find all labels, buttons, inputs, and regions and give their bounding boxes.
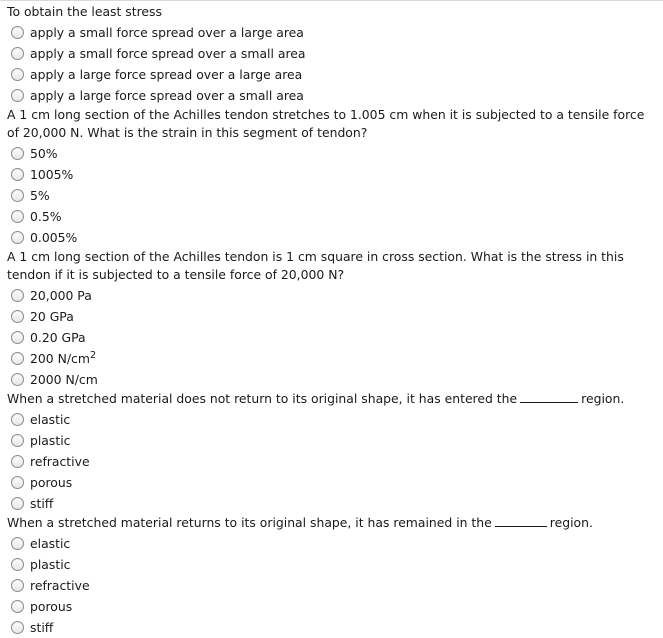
option-radio[interactable] bbox=[7, 596, 659, 617]
radio-icon[interactable] bbox=[11, 289, 24, 302]
radio-icon[interactable] bbox=[11, 352, 24, 365]
option-label: plastic bbox=[30, 557, 71, 572]
option-radio[interactable] bbox=[7, 285, 659, 306]
option-label: 2000 N/cm bbox=[30, 372, 98, 387]
radio-icon[interactable] bbox=[11, 413, 24, 426]
option-label: apply a large force spread over a large area bbox=[30, 67, 303, 82]
radio-icon[interactable] bbox=[11, 147, 24, 160]
radio-icon[interactable] bbox=[11, 579, 24, 592]
option-radio[interactable] bbox=[7, 369, 659, 390]
question-3-options bbox=[7, 285, 659, 390]
option-radio[interactable] bbox=[7, 327, 659, 348]
radio-icon[interactable] bbox=[11, 373, 24, 386]
radio-icon[interactable] bbox=[11, 89, 24, 102]
option-radio[interactable] bbox=[7, 185, 659, 206]
radio-icon[interactable] bbox=[11, 476, 24, 489]
question-4 bbox=[7, 390, 659, 514]
option-radio[interactable] bbox=[7, 306, 659, 327]
option-label: apply a small force spread over a large area bbox=[30, 25, 304, 40]
option-label: refractive bbox=[30, 454, 90, 469]
option-label: 1005% bbox=[30, 167, 74, 182]
radio-icon[interactable] bbox=[11, 168, 24, 181]
option-label: apply a small force spread over a small area bbox=[30, 46, 306, 61]
question-5-text bbox=[7, 514, 659, 532]
option-label: 50% bbox=[30, 146, 58, 161]
question-2 bbox=[7, 106, 659, 248]
option-radio[interactable] bbox=[7, 227, 659, 248]
question-4-options bbox=[7, 409, 659, 514]
question-5-options bbox=[7, 533, 659, 638]
radio-icon[interactable] bbox=[11, 621, 24, 634]
radio-icon[interactable] bbox=[11, 231, 24, 244]
question-5-text-before: When a stretched material returns to its original shape, it has remained in the bbox=[7, 515, 492, 530]
option-label: 5% bbox=[30, 188, 50, 203]
option-radio[interactable] bbox=[7, 43, 659, 64]
option-label-text: 200 N/cm bbox=[30, 351, 90, 366]
option-radio[interactable] bbox=[7, 451, 659, 472]
option-radio[interactable] bbox=[7, 617, 659, 638]
radio-icon[interactable] bbox=[11, 497, 24, 510]
option-label: 0.20 GPa bbox=[30, 330, 86, 345]
option-radio[interactable] bbox=[7, 430, 659, 451]
radio-icon[interactable] bbox=[11, 68, 24, 81]
option-label: 20,000 Pa bbox=[30, 288, 92, 303]
option-label: elastic bbox=[30, 412, 71, 427]
question-5-text-after: region. bbox=[549, 515, 593, 530]
option-radio[interactable] bbox=[7, 64, 659, 85]
option-radio[interactable] bbox=[7, 409, 659, 430]
question-1 bbox=[7, 3, 659, 106]
option-label: stiff bbox=[30, 620, 54, 635]
option-radio[interactable] bbox=[7, 143, 659, 164]
option-label: plastic bbox=[30, 433, 71, 448]
option-label: refractive bbox=[30, 578, 90, 593]
question-3-text: A 1 cm long section of the Achilles tendon is 1 cm square in cross section. What is the stress in this tendon if it is subjected to a tensile force of 20,000 N? bbox=[7, 249, 624, 282]
question-1-text: To obtain the least stress bbox=[7, 4, 162, 19]
fill-in-blank bbox=[495, 516, 547, 527]
question-1-options bbox=[7, 22, 659, 106]
option-label: stiff bbox=[30, 496, 54, 511]
option-radio[interactable] bbox=[7, 85, 659, 106]
radio-icon[interactable] bbox=[11, 47, 24, 60]
question-2-text: A 1 cm long section of the Achilles tendon stretches to 1.005 cm when it is subjected to a tensile force of 20,000 N. What is the strain in this segment of tendon? bbox=[7, 107, 645, 140]
top-divider bbox=[0, 0, 663, 1]
question-4-text bbox=[7, 390, 659, 408]
option-radio[interactable] bbox=[7, 493, 659, 514]
radio-icon[interactable] bbox=[11, 455, 24, 468]
radio-icon[interactable] bbox=[11, 26, 24, 39]
radio-icon[interactable] bbox=[11, 434, 24, 447]
option-label: apply a large force spread over a small area bbox=[30, 88, 304, 103]
radio-icon[interactable] bbox=[11, 189, 24, 202]
radio-icon[interactable] bbox=[11, 600, 24, 613]
option-radio[interactable] bbox=[7, 575, 659, 596]
option-radio[interactable] bbox=[7, 554, 659, 575]
option-label: elastic bbox=[30, 536, 71, 551]
radio-icon[interactable] bbox=[11, 210, 24, 223]
option-label: porous bbox=[30, 475, 73, 490]
option-label bbox=[30, 351, 96, 366]
question-4-text-after: region. bbox=[581, 391, 625, 406]
option-label: 20 GPa bbox=[30, 309, 74, 324]
option-radio[interactable] bbox=[7, 472, 659, 493]
option-radio[interactable] bbox=[7, 164, 659, 185]
radio-icon[interactable] bbox=[11, 558, 24, 571]
question-3 bbox=[7, 248, 659, 390]
option-label: 0.005% bbox=[30, 230, 78, 245]
question-5 bbox=[7, 514, 659, 638]
superscript-two: 2 bbox=[89, 349, 97, 361]
option-radio[interactable] bbox=[7, 348, 659, 369]
option-radio[interactable] bbox=[7, 22, 659, 43]
option-radio[interactable] bbox=[7, 206, 659, 227]
radio-icon[interactable] bbox=[11, 310, 24, 323]
option-label: 0.5% bbox=[30, 209, 62, 224]
fill-in-blank bbox=[520, 392, 578, 403]
option-label: porous bbox=[30, 599, 73, 614]
question-4-text-before: When a stretched material does not return to its original shape, it has entered the bbox=[7, 391, 518, 406]
quiz bbox=[7, 3, 659, 638]
question-2-options bbox=[7, 143, 659, 248]
radio-icon[interactable] bbox=[11, 331, 24, 344]
option-radio[interactable] bbox=[7, 533, 659, 554]
radio-icon[interactable] bbox=[11, 537, 24, 550]
